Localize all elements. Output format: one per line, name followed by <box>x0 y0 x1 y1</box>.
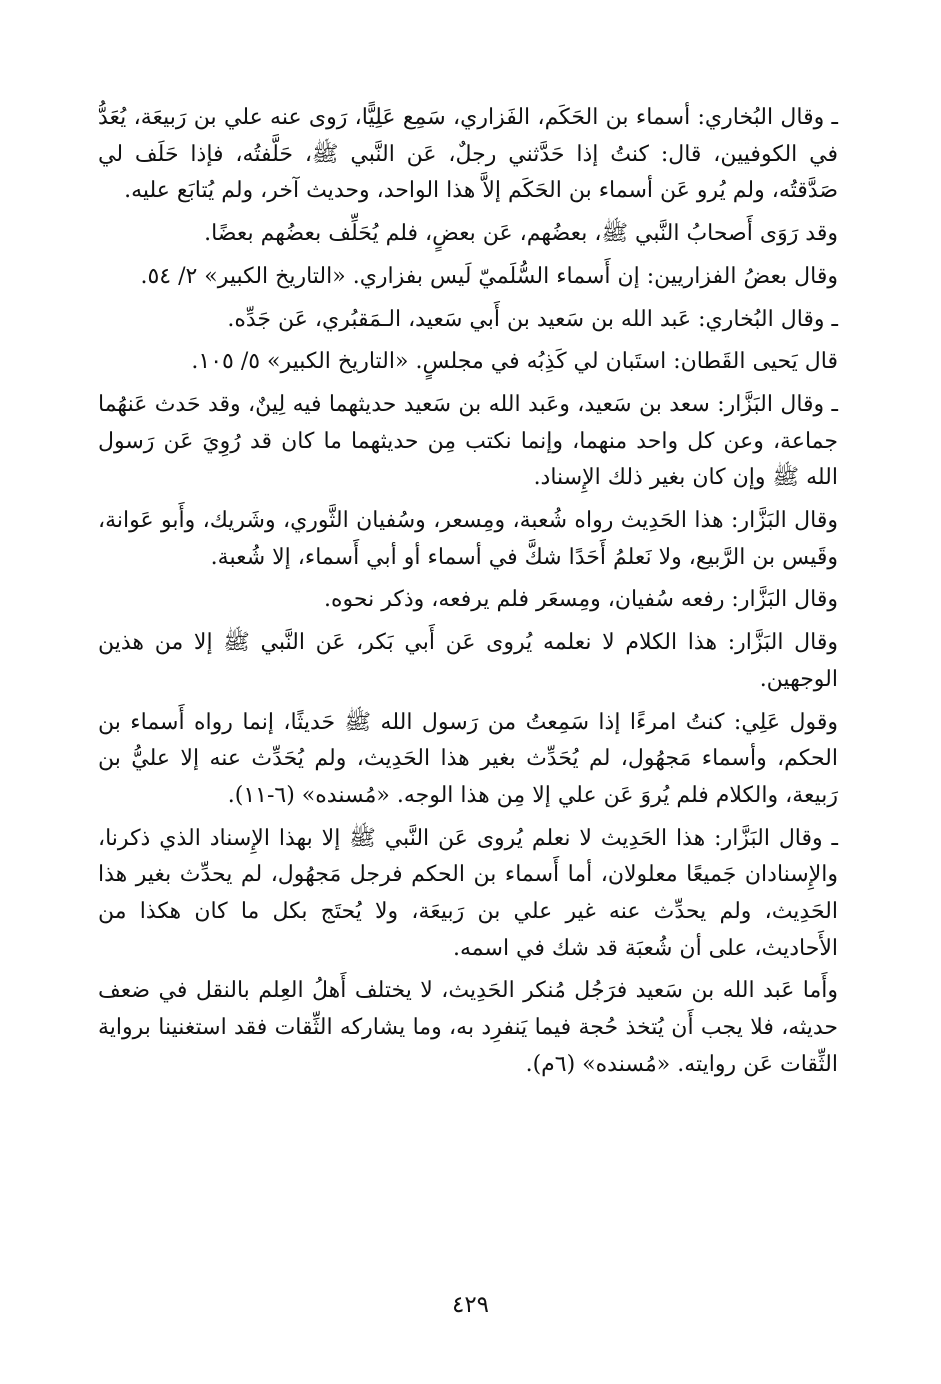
paragraph-10: وقول عَلِي: كنتُ امرءًا إذا سَمِعتُ من رَسول الله ﷺ حَديثًا، إنما رواه أَسماء بن الحكم، وأسماء مَجهُول، لم يُحَدِّث بغير هذا الحَدِيث، ولم يُحَدِّث عنه إلا عليُّ بن رَبيعة، والكلام فلم يُروَ عَن علي إلا مِن هذا الوجه. «مُسنده» (٦-١١). <box>98 709 838 808</box>
paragraph-1: ـ وقال البُخاري: أسماء بن الحَكَم، الفَزاري، سَمِع عَلِيًّا، رَوى عنه علي بن رَبيعَة، يُعَدُّ في الكوفيين، قال: كنتُ إذا حَدَّثني رجلٌ، عَن النَّبي ﷺ، حَلَّفتُه، فإذا حَلَف لي صَدَّقتُه، ولم يُرو عَن أسماء بن الحَكَم إلاَّ هذا الواحد، وحديث آخر، ولم يُتابَع عليه. <box>98 105 839 204</box>
paragraph-2: وقد رَوَى أَصحابُ النَّبي ﷺ، بعضُهم، عَن بعضٍ، فلم يُحَلِّف بعضُهم بعضًا. <box>204 221 838 247</box>
page-number: ٤٢٩ <box>451 1292 490 1318</box>
paragraph-11: ـ وقال البَزَّار: هذا الحَدِيث لا نعلم يُروى عَن النَّبي ﷺ إلا بهذا الإِسناد الذي ذكرنا، والإِسنادان جَميعًا معلولان، أما أَسماء بن الحكم فرجل مَجهُول، لم يحدِّث بغير هذا الحَدِيث، ولم يحدِّث عنه غير علي بن رَبيعَة، ولا يُحتَج بكل ما كان هكذا من الأَحاديث، على أن شُعبَة قد شك في اسمه. <box>98 825 838 961</box>
page-body <box>98 100 838 1090</box>
paragraph-12: وأَما عَبد الله بن سَعيد فرَجُل مُنكر الحَدِيث، لا يختلف أَهلُ العِلم بالنقل في ضعف حديثه، فلا يجب أَن يُتخذ حُجة فيما يَنفرِد به، وما يشاركه الثِّقات فقد استغنينا برواية الثِّقات عَن روايته. «مُسنده» (٦م). <box>98 978 838 1077</box>
paragraph-6: ـ وقال البَزَّار: سعد بن سَعيد، وعَبد الله بن سَعيد حديثهما فيه لِينٌ، وقد حَدث عَنهُما جماعة، وعن كل واحد منهما، وإنما نكتب مِن حديثهما ما كان قد رُوِيَ عَن رَسول الله ﷺ وإن كان بغير ذلك الإِسناد. <box>98 391 838 491</box>
paragraph-5: قال يَحيى القَطان: استَبان لي كَذِبُه في مجلسٍ. «التاريخ الكبير» ٥/ ١٠٥. <box>191 349 838 375</box>
paragraph-4: ـ وقال البُخاري: عَبد الله بن سَعيد بن أَبي سَعيد، الـمَقبُري، عَن جَدِّه. <box>227 306 838 332</box>
paragraph-7: وقال البَزَّار: هذا الحَدِيث رواه شُعبة، ومِسعر، وسُفيان الثَّوري، وشَريك، وأَبو عَوانة، وقَيس بن الرَّبيع، ولا نَعلمُ أَحَدًا شكَّ في أسماء أو أبي أَسماء، إلا شُعبة. <box>98 508 838 570</box>
paragraph-8: وقال البَزَّار: رفعه سُفيان، ومِسعَر فلم يرفعه، وذكر نحوه. <box>324 587 838 613</box>
paragraph-9: وقال البَزَّار: هذا الكلام لا نعلمه يُروى عَن أَبي بَكر، عَن النَّبي ﷺ إلا من هذين الوجهين. <box>98 630 838 692</box>
paragraph-3: وقال بعضُ الفزاريين: إن أَسماء السُّلَميّ لَيس بفزاري. «التاريخ الكبير» ٢/ ٥٤. <box>140 263 838 289</box>
